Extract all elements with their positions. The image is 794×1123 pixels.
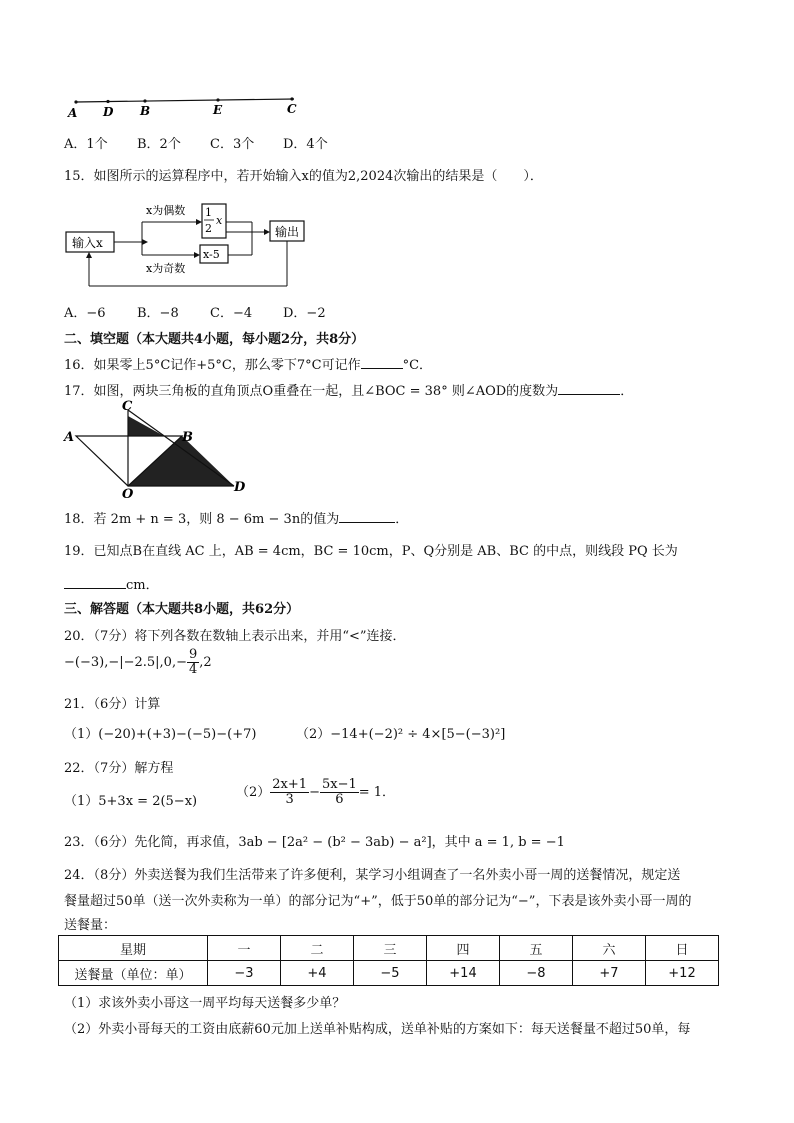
point-label: A (68, 106, 78, 120)
q14-option-a: A．1个 (64, 137, 108, 152)
q21-part2: （2）−14+(−2)² ÷ 4×[5−(−3)²] (296, 727, 506, 742)
point-label: E (213, 103, 223, 117)
q19-unit: cm． (126, 578, 159, 593)
answer-blank[interactable] (361, 356, 403, 369)
table-cell: +12 (646, 961, 719, 986)
q24-sub2: （2）外卖小哥每天的工资由底薪60元加上送单补贴构成，送单补贴的方案如下：每天送餐量不超过50单，每 (64, 1022, 691, 1037)
q16 (64, 354, 432, 373)
q22-part2-label: （2） (236, 785, 271, 800)
delivery-table (58, 935, 719, 986)
q17-text: 17．如图，两块三角板的直角顶点O重叠在一起，且∠BOC = 38° 则∠AOD的度数为 (64, 384, 559, 399)
even-label: x为偶数 (146, 204, 186, 217)
frac-den: 4 (188, 662, 198, 677)
q22-part2 (236, 778, 395, 807)
arrow-head (142, 239, 148, 245)
q22-text: 22．（7分）解方程 (64, 761, 174, 776)
frac-den: 3 (285, 792, 294, 807)
q20-expr-a: −(−3),−|−2.5|,0,− (64, 655, 187, 670)
table-header: 六 (573, 936, 646, 961)
q14-option-c: C．3个 (210, 137, 255, 152)
even-op-den: 2 (205, 222, 212, 235)
label-d: D (234, 480, 246, 495)
point-d-dot (106, 100, 109, 103)
q24-line1: 24．（8分）外卖送餐为我们生活带来了许多便利，某学习小组调查了一名外卖小哥一周的送餐情况，规定送 (64, 868, 681, 883)
q20-text: 20．（7分）将下列各数在数轴上表示出来，并用“<”连接． (64, 629, 406, 644)
table-header: 一 (208, 936, 281, 961)
point-e-dot (216, 98, 219, 101)
table-header-row (59, 936, 719, 961)
q15-option-a: A．−6 (64, 306, 106, 321)
even-op-num: 1 (205, 206, 212, 219)
table-cell: −3 (208, 961, 281, 986)
table-cell: −8 (500, 961, 573, 986)
answer-blank[interactable] (339, 510, 395, 523)
even-op-var: x (216, 214, 223, 227)
q22-fraction-1 (270, 778, 309, 807)
q18-text: 18．若 2m + n = 3，则 8 − 6m − 3n的值为 (64, 512, 340, 527)
q22-tail: = 1． (358, 785, 396, 800)
section2-title: 二、填空题（本大题共4小题，每小题2分，共8分） (64, 332, 365, 347)
q17-tail: ． (620, 384, 634, 399)
q15-text: 15．如图所示的运算程序中，若开始输入x的值为2,2024次输出的结果是（ ）． (64, 169, 543, 184)
label-b: B (182, 430, 193, 445)
table-cell: +7 (573, 961, 646, 986)
table-header: 五 (500, 936, 573, 961)
frac-num: 2x+1 (272, 777, 308, 792)
table-row-label: 送餐量（单位：单） (59, 961, 208, 986)
q22-fraction-2 (320, 778, 359, 807)
table-header: 日 (646, 936, 719, 961)
shaded-triangle (128, 436, 234, 486)
arrow-head (196, 219, 202, 225)
frac-num: 9 (188, 647, 198, 662)
q15-option-c: C．−4 (210, 306, 253, 321)
table-cell: +14 (427, 961, 500, 986)
q17 (64, 380, 633, 399)
table-header: 二 (281, 936, 354, 961)
q20-expr-b: ,2 (199, 655, 212, 670)
point-label: C (287, 102, 297, 116)
label-o: O (122, 487, 134, 498)
point-a-dot (74, 100, 77, 103)
flowchart-figure (62, 192, 312, 292)
q20-fraction (187, 648, 199, 677)
q19-line1: 19．已知点B在直线 AC 上，AB = 4cm，BC = 10cm，P、Q分别是 AB、BC 的中点，则线段 PQ 长为 (64, 544, 678, 559)
answer-blank[interactable] (64, 576, 126, 589)
q24-line3: 送餐量： (64, 918, 117, 933)
q24-line2: 餐量超过50单（送一次外卖称为一单）的部分记为“+”，低于50单的部分记为“−”，下表是该外卖小哥一周的 (64, 894, 692, 909)
table-cell: −5 (354, 961, 427, 986)
label-c: C (122, 399, 133, 414)
q16-unit: °C． (402, 358, 433, 373)
point-label: B (140, 104, 151, 118)
q21-text: 21．（6分）计算 (64, 697, 161, 712)
q15-option-d: D．−2 (283, 306, 326, 321)
q24-sub1: （1）求该外卖小哥这一周平均每天送餐多少单？ (64, 996, 346, 1011)
q14-option-d: D．4个 (283, 137, 328, 152)
minus-sign: − (309, 785, 320, 800)
q23-text: 23．（6分）先化简，再求值，3ab − [2a² − (b² − 3ab) − a²]，其中 a = 1, b = −1 (64, 835, 565, 850)
table-row (59, 961, 719, 986)
arrow-head (86, 252, 92, 258)
q15-option-b: B．−8 (137, 306, 179, 321)
table-header: 四 (427, 936, 500, 961)
arrow-head (264, 229, 270, 235)
frac-num: 5x−1 (321, 777, 357, 792)
input-label: 输入x (72, 236, 103, 250)
q22-part1: （1）5+3x = 2(5−x) (64, 794, 198, 809)
arrow-head (194, 252, 200, 258)
number-line-figure (60, 92, 310, 122)
output-label: 输出 (275, 225, 300, 239)
q20-expression (64, 648, 212, 677)
odd-label: x为奇数 (146, 262, 186, 275)
triangles-figure (62, 398, 262, 498)
odd-op-label: x-5 (203, 248, 220, 261)
point-b-dot (143, 99, 146, 102)
point-label: D (103, 105, 114, 119)
shaded-region (128, 416, 164, 436)
q19-line2 (64, 574, 159, 593)
q14-option-b: B．2个 (137, 137, 181, 152)
label-a: A (64, 430, 75, 445)
table-header: 星期 (59, 936, 208, 961)
q18 (64, 508, 408, 527)
table-cell: +4 (281, 961, 354, 986)
frac-den: 6 (335, 792, 344, 807)
section3-title: 三、解答题（本大题共8小题，共62分） (64, 602, 300, 617)
table-header: 三 (354, 936, 427, 961)
answer-blank[interactable] (558, 382, 620, 395)
point-c-dot (290, 97, 293, 100)
q18-tail: ． (395, 512, 409, 527)
q21-part1: （1）(−20)+(+3)−(−5)−(+7) (64, 727, 257, 742)
q16-text: 16．如果零上5°C记作+5°C，那么零下7°C可记作 (64, 358, 361, 373)
